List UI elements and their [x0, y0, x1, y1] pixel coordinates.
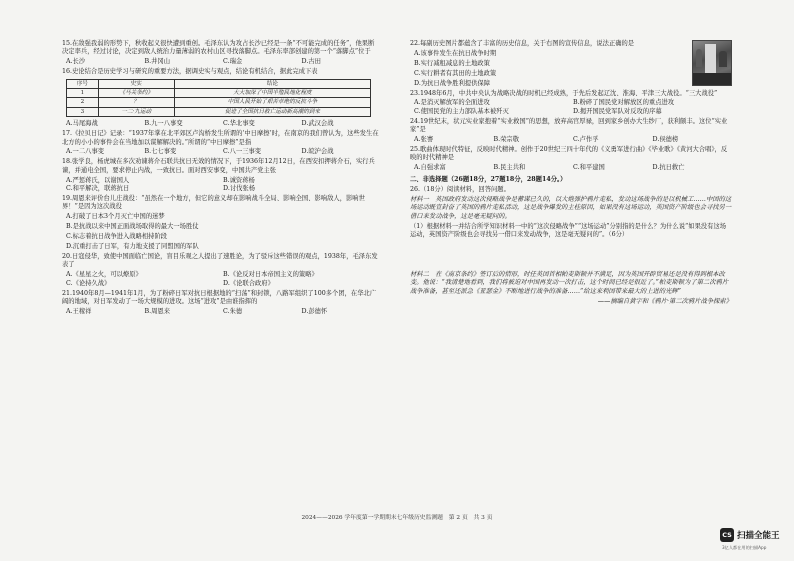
answer-space — [410, 241, 732, 271]
question-20: 20.日寇侵华，致使中国面临亡国论，盲目乐观之人提出了速胜论，为了驳斥这些错误的观点，1938年，毛泽东发表了 — [62, 252, 378, 269]
option: A.长沙 — [66, 58, 86, 66]
question-16: 16.史论结合是历史学习与研究的重要方法，据调史实与观点，结论有机结合，据此完成下表 — [62, 68, 318, 76]
option: A.王稼祥 — [66, 307, 92, 315]
table-cell: 3 — [67, 107, 99, 116]
question-21: 21.1940年8月—1941年1月，为了粉碎日军对抗日根据地的“扫荡”和封锁，八路军组织了100多个团，在华北广阔的地域，对日军发动了一场大规模的进攻。这场“进攻”是由谁指挥的 — [62, 289, 377, 305]
table-header: 序号 — [67, 79, 99, 88]
question-25: 25.歌曲体现时代特征，反映时代精神。创作于20世纪三四十年代的《义勇军进行曲》《毕业歌》《黄河大合唱》，反映的时代精神是 — [410, 145, 728, 162]
option: A.该事件发生在抗日战争时期 — [414, 49, 497, 57]
option: D.彭德怀 — [301, 307, 328, 315]
option: C.八一三事变 — [223, 148, 262, 156]
question-21-options — [66, 308, 380, 316]
question-24-options — [414, 136, 732, 144]
table-cell: 1 — [67, 89, 99, 98]
option: B.七七事变 — [144, 148, 177, 156]
question-17: 17.《拉贝日记》记录：“1937年掌在北平郊区卢沟桥发生所谓的‘中日摩擦’时，在南京的我们曾认为，这些发生在北方的小小的事件会在当地加以谋解解决的。”所谓的“中日摩擦”是指 — [62, 130, 379, 146]
question-15-options — [66, 58, 380, 66]
scanner-watermark — [720, 527, 794, 557]
option: B.荣宗敬 — [493, 136, 520, 144]
option: B.粉碎了国民党对解放区的重点进攻 — [573, 99, 675, 107]
table-cell: 中国人民开始了艰苦卓绝的反抗斗争 — [174, 98, 371, 107]
option: A.严惩蒋氏，以谢国人 — [66, 176, 130, 184]
question-18-options — [66, 177, 380, 194]
option: A.一二八事变 — [66, 148, 105, 156]
option: D.沉重打击了日军，有力地支援了同盟国的军队 — [66, 243, 199, 251]
question-23: 23.1948年6月，中共中央认为战略决战的时机已经成熟，于先后发起辽沈、淮海、平津三大战役。“三大战役” — [410, 89, 718, 97]
option: C.标志着抗日战争进入战略相持阶段 — [66, 233, 168, 241]
page-footer: 2024——2026 学年度第一学期期末七年级历史监测题 第 2 页 共 3 页 — [301, 515, 493, 521]
question-16-table — [66, 79, 371, 118]
option: B.井冈山 — [144, 58, 171, 66]
table-cell: ？ — [98, 98, 174, 107]
material-two: 材料二 在《南京条约》签订后的情形，时任英国首相帕麦斯顿并不满足，因为英国开辟贸易还是没有得到根本改变。他说：“我清楚地看到，我们将被迫对中国再发动一次打击，这个时间已经是很近了。”帕麦斯顿为了第二次鸦片战争准备，甚至还派急《亚瑟金》不断地进行战争的准备……“给这来利国带来最大的上进的光辉” — [410, 271, 729, 295]
option: C.《论持久战》 — [66, 279, 111, 287]
table-cell: 《马关条约》 — [98, 89, 174, 98]
table-row — [67, 107, 371, 116]
option: A.马尾海战 — [66, 120, 98, 128]
option: C.实行耕者有其田的土地政策 — [414, 69, 497, 77]
material-one: 材料一 英国政府发动这次侵略战争是蓄谋已久的，以大炮弹护鸦片走私，发动这场战争的是以机械工……中国的这场运动既宣封奋了英国的鸦片走私活动，这是战争爆发的主桂原因，如果没有这场运动，英国资产阶级也会寻找另一借口来发动战争，这是毫无疑问的。 — [410, 196, 732, 220]
table-row — [67, 98, 371, 107]
option: D.古田 — [301, 58, 321, 66]
option: B.《论反对日本帝国主义的策略》 — [223, 271, 318, 279]
option: C.使国民党的主力部队基本被歼灭 — [414, 107, 509, 115]
question-20-options — [66, 271, 380, 288]
option: C.卢作孚 — [573, 136, 599, 144]
option: C.和平建国 — [573, 164, 605, 172]
option: C.朱德 — [223, 307, 243, 315]
option: C.瑞金 — [223, 58, 243, 66]
option: D.皖沪会战 — [301, 148, 334, 156]
question-16-options — [66, 120, 380, 128]
option: C.华北事变 — [223, 120, 255, 128]
question-17-options — [66, 148, 380, 156]
question-26-part-1: （1）根据材料一并结合所学知识材料一中的“这次侵略战争”“这场运动”分别指的是什么？为什么说“如果没有这场运动，英国资产阶级也会寻找另一借口来发动战争，这是毫无疑问的”。（6分） — [410, 222, 727, 239]
table-header: 结论 — [174, 79, 371, 88]
option: D.揭开国民党军队对反攻的序幕 — [573, 107, 662, 115]
question-26-intro: 26.（18分）阅读材料，回答问题。 — [410, 186, 510, 194]
option: D.《论联合政府》 — [223, 279, 274, 287]
question-19: 19.周恩来评价台儿庄战役：“虽然在一个地方，但它的意义却在影响战斗全局、影响全国、影响敌人，影响世界！”是因为这次战役 — [62, 195, 365, 211]
question-22: 22.每副历史图片都蕴含了丰富的历史信息，关于右图的宣传信息，说法正确的是 — [410, 40, 635, 47]
option: B.是抗战以来中国正面战场取得的最大一场胜仗 — [66, 223, 199, 231]
table-row — [67, 89, 371, 98]
option: D.武汉会战 — [301, 120, 334, 128]
question-18: 18.张学良，杨虎城在多次劝谏蒋介石联共抗日无效的情况下，于1936年12月12日，在西安扣押蒋介石，实行兵谏，并通电全国，要求停止内战，一致抗日。面对西安事变，中国共产党主张 — [62, 158, 375, 174]
table-cell: 一二·九运动 — [98, 107, 174, 116]
table-cell: 大大加深了中国半殖民地化程度 — [174, 89, 371, 98]
table-cell: 促进了全国抗日救亡运动新高潮的到来 — [174, 107, 371, 116]
table-cell: 2 — [67, 98, 99, 107]
option: D.抗日救亡 — [652, 164, 685, 172]
option: A.自强求富 — [414, 164, 446, 172]
option: A.《星星之火，可以燎原》 — [66, 271, 142, 279]
option: B.实行减租减息的土地政策 — [414, 59, 490, 67]
camscanner-logo-icon: CS — [720, 528, 734, 542]
option: B.诚资蒋杨 — [223, 176, 255, 184]
option: B.周恩来 — [144, 307, 171, 315]
section-title-text: 二、非选择题（26题18分，27题18分，28题14分。） — [410, 175, 567, 183]
watermark-name: 扫描全能王 — [737, 531, 780, 541]
table-header: 史实 — [98, 79, 174, 88]
option: D.侯德榜 — [652, 136, 679, 144]
option: A.张謇 — [414, 136, 434, 144]
option: C.和平解决，联蒋抗日 — [66, 185, 130, 193]
option: B.民主共和 — [493, 164, 526, 172]
option: D.为抗日战争胜利提供保障 — [414, 79, 491, 87]
question-24: 24.19世纪末，状元实业家抱着“实业救国”的思想，放弃高官厚禄，回到家乡创办大生纱厂，获利颇丰。这位“实业家”是 — [410, 117, 728, 134]
left-column — [62, 40, 380, 318]
option: A.是消灭解放军的全面进攻 — [414, 99, 490, 107]
right-column — [410, 40, 732, 307]
watermark-subtitle: 3亿人都在用的扫描App — [722, 545, 767, 550]
question-15: 15.在敌强我弱的形势下，秋收起义很快遭到重创。毛泽东认为攻占长沙已经是一条“不可能完成的任务”，他果断决定率兵，经过讨论，决定到敌人统治力量薄弱的农村山区寻找落脚点。毛泽东率部创建的第一个“落脚点”位于 — [62, 40, 375, 56]
section-title — [410, 176, 732, 184]
option: B.九一八事变 — [144, 120, 183, 128]
table-header-row — [67, 79, 371, 88]
option: A.打破了日本3个月灭亡中国的迷梦 — [66, 213, 165, 221]
option: D.讨伐张杨 — [223, 185, 256, 193]
question-25-options — [414, 164, 732, 172]
material-source: ——摘编自黄宇和《鸦片·第二次鸦片战争探索》 — [597, 298, 732, 306]
question-23-options — [414, 99, 732, 116]
